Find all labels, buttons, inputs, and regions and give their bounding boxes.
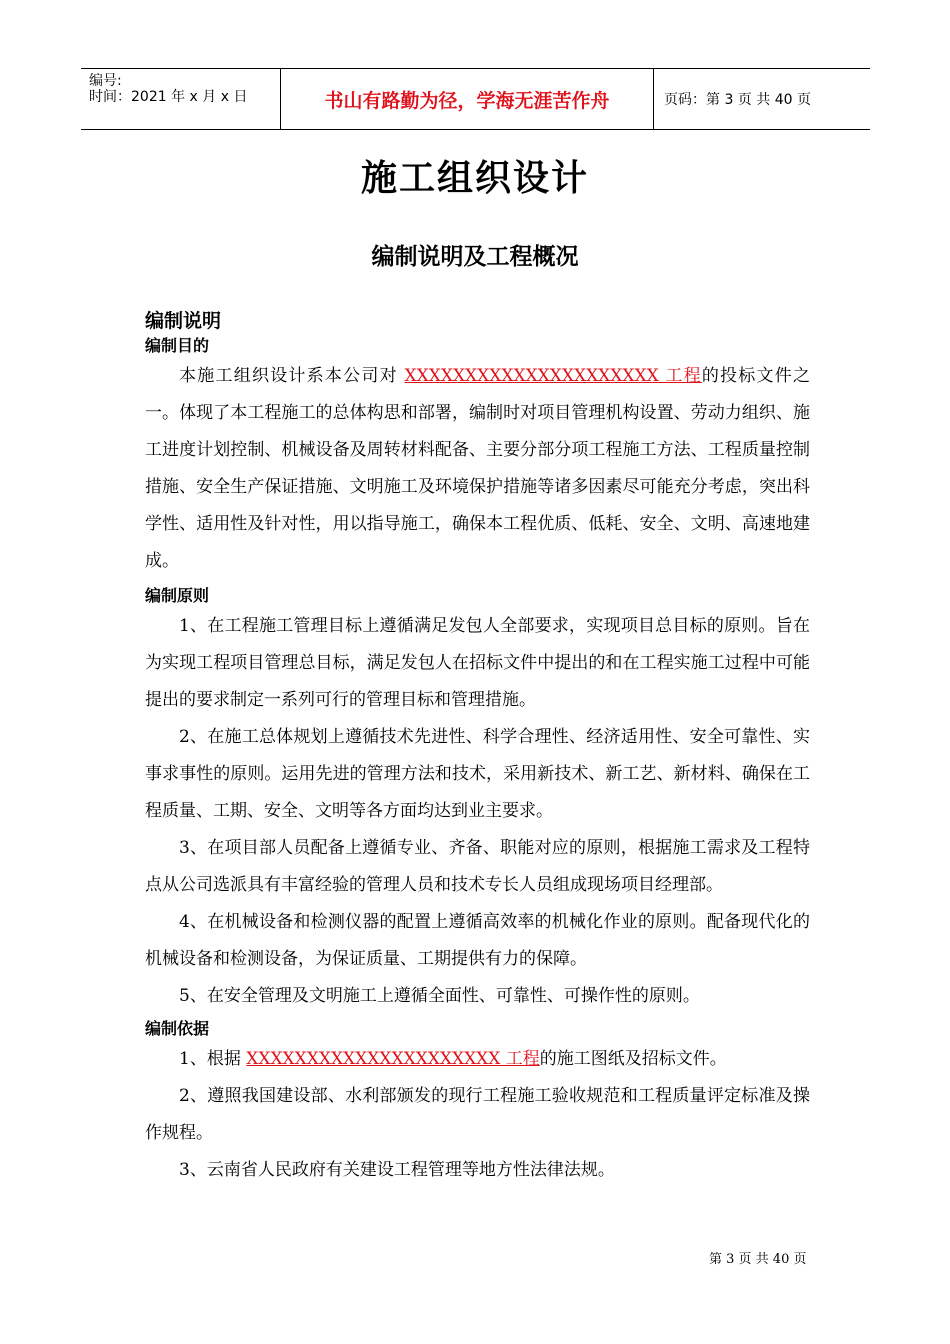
- project-name-link: XXXXXXXXXXXXXXXXXXXXX 工程: [246, 1049, 540, 1069]
- principle-item: 4、在机械设备和检测仪器的配置上遵循高效率的机械化作业的原则。配备现代化的机械设备和检测设备，为保证质量、工期提供有力的保障。: [145, 912, 810, 969]
- header-motto: 书山有路勤为径，学海无涯苦作舟: [281, 69, 654, 129]
- purpose-pre: 本施工组织设计系本公司对: [179, 366, 405, 386]
- purpose-paragraph: [145, 358, 810, 580]
- header-meta: [81, 69, 281, 129]
- basis-item: 2、遵照我国建设部、水利部颁发的现行工程施工验收规范和工程质量评定标准及操作规程。: [145, 1086, 810, 1143]
- basis-item: 3、云南省人民政府有关建设工程管理等地方性法律法规。: [179, 1160, 615, 1180]
- document-body: [145, 308, 810, 1189]
- project-name-link: XXXXXXXXXXXXXXXXXXXXX 工程: [404, 366, 702, 386]
- page-footer: 第 3 页 共 40 页: [709, 1252, 807, 1267]
- principle-item: 1、在工程施工管理目标上遵循满足发包人全部要求，实现项目总目标的原则。旨在为实现工程项目管理总目标，满足发包人在招标文件中提出的和在工程实施工过程中可能提出的要求制定一系列可行的管理目标和管理措施。: [145, 616, 810, 710]
- basis-item1-post: 的施工图纸及招标文件。: [539, 1049, 727, 1069]
- number-label: 编号:: [89, 73, 122, 89]
- principles-heading: 编制原则: [145, 586, 210, 605]
- principle-item: 2、在施工总体规划上遵循技术先进性、科学合理性、经济适用性、安全可靠性、实事求事性的原则。运用先进的管理方法和技术，采用新技术、新工艺、新材料、确保在工程质量、工期、安全、文明等各方面均达到业主要求。: [145, 727, 810, 821]
- purpose-post: 的投标文件之一。体现了本工程施工的总体构思和部署，编制时对项目管理机构设置、劳动力组织、施工进度计划控制、机械设备及周转材料配备、主要分部分项工程施工方法、工程质量控制措施、安全生产保证措施、文明施工及环境保护措施等诸多因素尽可能充分考虑，突出科学性、适用性及针对性，用以指导施工，确保本工程优质、低耗、安全、文明、高速地建成。: [145, 366, 811, 571]
- header-page-info: 页码：第 3 页 共 40 页: [664, 92, 811, 108]
- document-subtitle: 编制说明及工程概况: [371, 244, 579, 270]
- section-heading: 编制说明: [145, 310, 222, 332]
- document-title: 施工组织设计: [360, 158, 589, 199]
- basis-item1-pre: 1、根据: [179, 1049, 247, 1069]
- purpose-heading: 编制目的: [145, 336, 210, 355]
- page-header: [81, 68, 870, 130]
- basis-item: [145, 1041, 810, 1078]
- basis-heading: 编制依据: [145, 1019, 210, 1038]
- principle-item: 5、在安全管理及文明施工上遵循全面性、可靠性、可操作性的原则。: [179, 986, 700, 1006]
- principle-item: 3、在项目部人员配备上遵循专业、齐备、职能对应的原则，根据施工需求及工程特点从公司选派具有丰富经验的管理人员和技术专长人员组成现场项目经理部。: [145, 838, 810, 895]
- time-label: 时间：2021 年 x 月 x 日: [89, 89, 248, 105]
